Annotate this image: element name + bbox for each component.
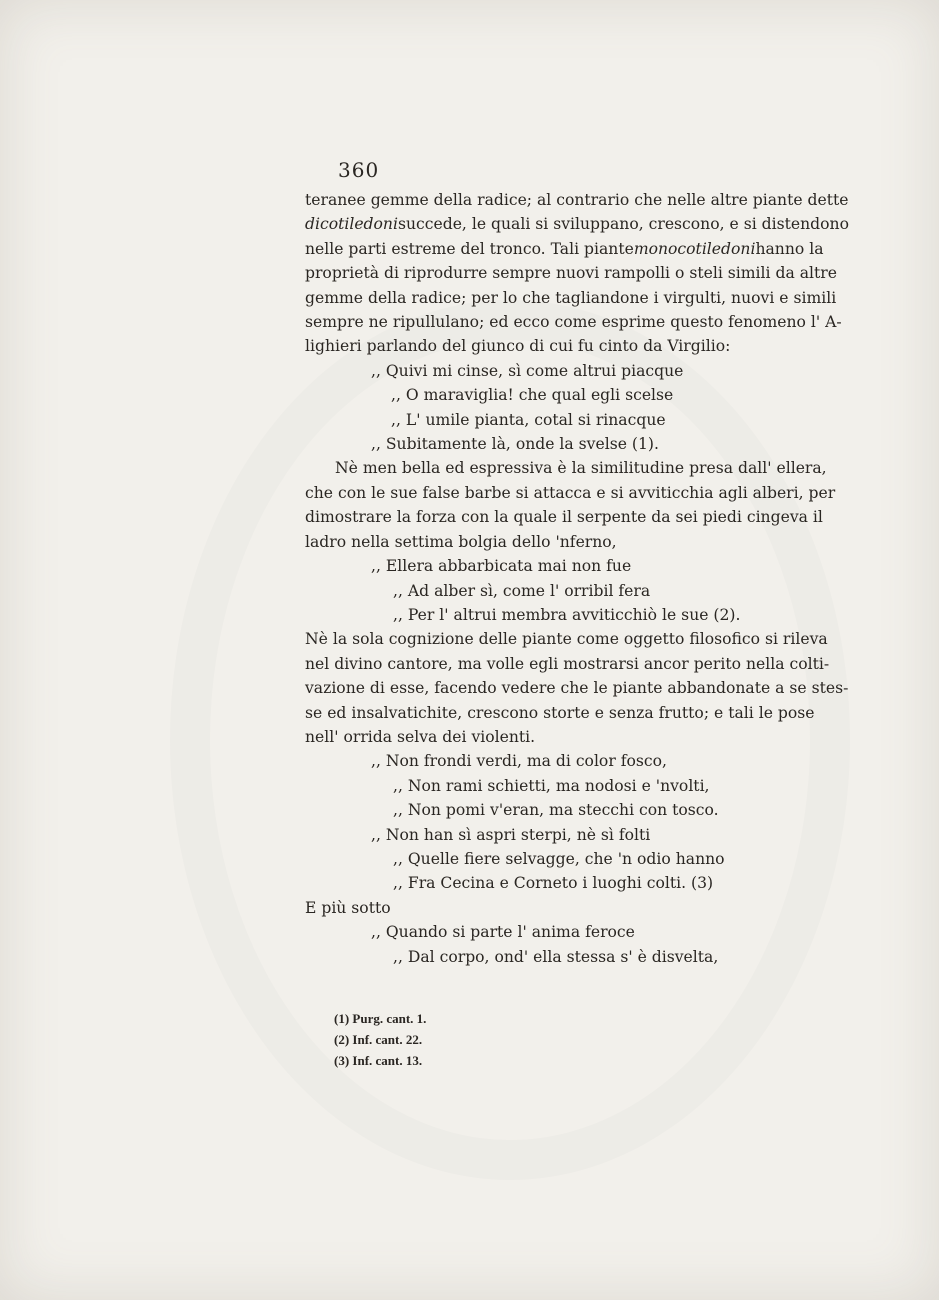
text-line: dimostrare la forza con la quale il serpente da sei piedi cingeva il <box>305 508 823 527</box>
text-line: E più sotto <box>305 898 391 917</box>
text-line: sempre ne ripullulano; ed ecco come esprime questo fenomeno l' A- <box>305 313 842 332</box>
verse-line: ,, Quivi mi cinse, sì come altrui piacque <box>371 361 684 380</box>
text-line: proprietà di riprodurre sempre nuovi rampolli o steli simili da altre <box>305 264 837 283</box>
text-line: Nè la sola cognizione delle piante come oggetto filosofico si rileva <box>305 630 828 649</box>
verse-line: ,, Quando si parte l' anima feroce <box>371 923 635 942</box>
text-line: che con le sue false barbe si attacca e si avviticchia agli alberi, per <box>305 483 836 502</box>
verse-line: ,, Ad alber sì, come l' orribil fera <box>393 581 651 600</box>
text-line: se ed insalvatichite, crescono storte e senza frutto; e tali le pose <box>305 703 815 722</box>
text-line: nel divino cantore, ma volle egli mostrarsi ancor perito nella colti- <box>305 654 830 673</box>
page-number: 360 <box>338 158 380 182</box>
verse-line: ,, Fra Cecina e Corneto i luoghi colti. (3) <box>393 874 714 893</box>
verse-line: ,, Ellera abbarbicata mai non fue <box>371 557 632 576</box>
verse-line: ,, Non rami schietti, ma nodosi e 'nvolti, <box>393 776 710 795</box>
verse-line: ,, Non han sì aspri sterpi, nè sì folti <box>371 825 651 844</box>
text-line: nelle parti estreme del tronco. Tali piantemonocotiledonihanno la <box>305 239 824 258</box>
footnote: (1) Purg. cant. 1. <box>334 1011 427 1026</box>
text-line: lighieri parlando del giunco di cui fu cinto da Virgilio: <box>305 337 731 356</box>
footnote: (2) Inf. cant. 22. <box>334 1032 423 1047</box>
text-line: gemme della radice; per lo che tagliandone i virgulti, nuovi e simili <box>305 288 837 307</box>
text-line: Nè men bella ed espressiva è la similitudine presa dall' ellera, <box>335 459 827 478</box>
text-line: vazione di esse, facendo vedere che le piante abbandonate a se stes- <box>305 679 849 698</box>
footnotes <box>334 1008 426 1071</box>
verse-line: ,, L' umile pianta, cotal si rinacque <box>391 410 666 429</box>
verse-line: ,, Non pomi v'eran, ma stecchi con tosco. <box>393 801 719 820</box>
verse-line: ,, Subitamente là, onde la svelse (1). <box>371 435 659 454</box>
footnote: (3) Inf. cant. 13. <box>334 1053 423 1068</box>
text-line: dicotiledonisuccede, le quali si sviluppano, crescono, e si distendono <box>305 215 849 234</box>
verse-line: ,, Per l' altrui membra avviticchiò le sue (2). <box>393 605 741 624</box>
text-line: teranee gemme della radice; al contrario che nelle altre piante dette <box>305 191 849 209</box>
verse-line: ,, Non frondi verdi, ma di color fosco, <box>371 752 667 771</box>
verse-line: ,, Quelle fiere selvagge, che 'n odio hanno <box>393 849 725 868</box>
verse-line: ,, O maraviglia! che qual egli scelse <box>391 386 674 405</box>
verse-line: ,, Dal corpo, ond' ella stessa s' è disvelta, <box>393 947 719 966</box>
text-line: ladro nella settima bolgia dello 'nferno, <box>305 532 617 551</box>
text-line: nell' orrida selva dei violenti. <box>305 727 536 746</box>
body-text <box>305 188 849 969</box>
